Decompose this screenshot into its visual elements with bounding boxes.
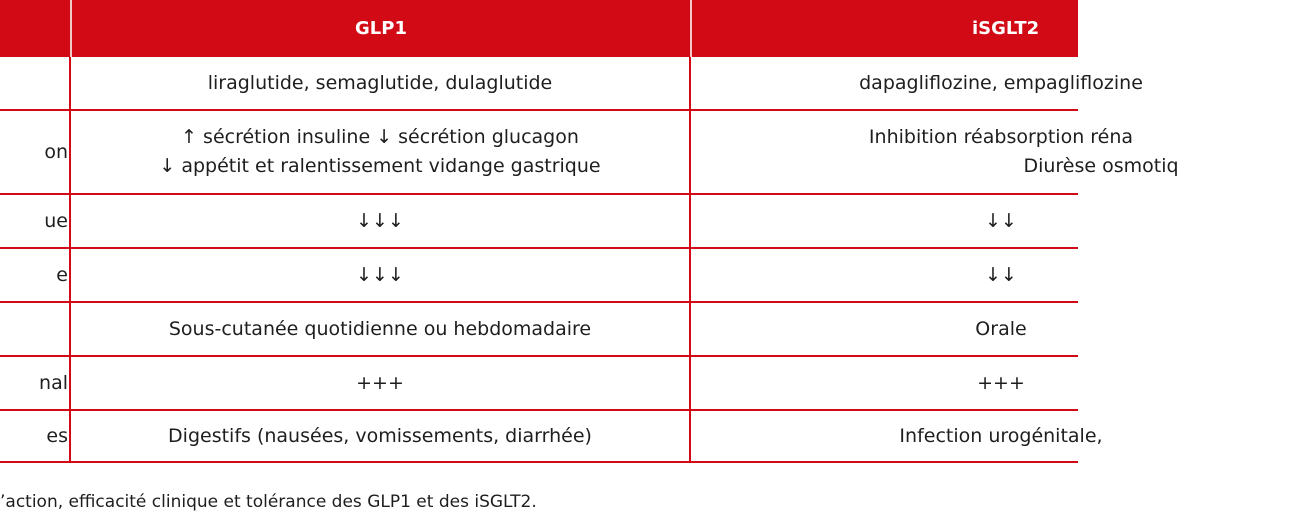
cell-text: Infection urogénitale, [899, 424, 1103, 447]
cell-text: Digestifs (nausées, vomissements, diarrhée) [168, 424, 592, 447]
header-isglt2: iSGLT2 [692, 0, 1078, 57]
cell-text: Sous-cutanée quotidienne ou hebdomadaire [168, 317, 592, 340]
cell-text: +++ [977, 371, 1025, 394]
table-cell-isglt2 [691, 195, 1311, 247]
cell-text: Orale [975, 317, 1027, 340]
row-label-text: nal [39, 372, 68, 394]
cell-text: ↓↓↓ [356, 263, 404, 286]
table-caption: ’action, efficacité clinique et tolérance des GLP1 et des iSGLT2. [0, 492, 537, 512]
table-cell-isglt2 [691, 411, 1311, 461]
table-cell-isglt2 [691, 111, 1311, 193]
row-label [0, 249, 68, 301]
cell-text: ↓↓ [985, 263, 1017, 286]
table-cell-isglt2 [691, 249, 1311, 301]
table-cell-glp1 [71, 249, 689, 301]
row-label-text: ue [44, 210, 68, 232]
header-cell-label [0, 0, 70, 57]
table-cell-glp1 [71, 303, 689, 355]
cell-text: ↓ appétit et ralentissement vidange gastrique [159, 155, 601, 177]
cell-text: Inhibition réabsorption réna [868, 126, 1134, 148]
table-cell-isglt2 [691, 303, 1311, 355]
cell-text: +++ [356, 371, 404, 394]
row-label-text: es [46, 425, 68, 447]
table-cell-glp1 [71, 195, 689, 247]
row-label [0, 411, 68, 461]
cell-text: ↓↓↓ [356, 209, 404, 232]
row-label [0, 303, 68, 355]
row-label [0, 57, 68, 109]
cell-text: ↑ sécrétion insuline ↓ sécrétion glucagon [181, 126, 579, 148]
row-label-text: e [56, 264, 68, 286]
header-glp1: GLP1 [72, 0, 690, 57]
grid-line-horizontal [0, 461, 1078, 463]
table-cell-glp1 [71, 357, 689, 409]
cell-text: Diurèse osmotiq [1023, 155, 1179, 177]
table-cell-glp1 [71, 411, 689, 461]
cell-text: liraglutide, semaglutide, dulaglutide [207, 71, 553, 94]
table-cell-glp1 [71, 57, 689, 109]
table-cell-isglt2 [691, 357, 1311, 409]
row-label [0, 357, 68, 409]
cell-text: ↓↓ [985, 209, 1017, 232]
row-label-text: on [44, 141, 68, 163]
table-cell-isglt2 [691, 57, 1311, 109]
row-label [0, 111, 68, 193]
table-cell-glp1 [71, 111, 689, 193]
cell-text: dapagliflozine, empagliflozine [859, 71, 1143, 94]
row-label [0, 195, 68, 247]
